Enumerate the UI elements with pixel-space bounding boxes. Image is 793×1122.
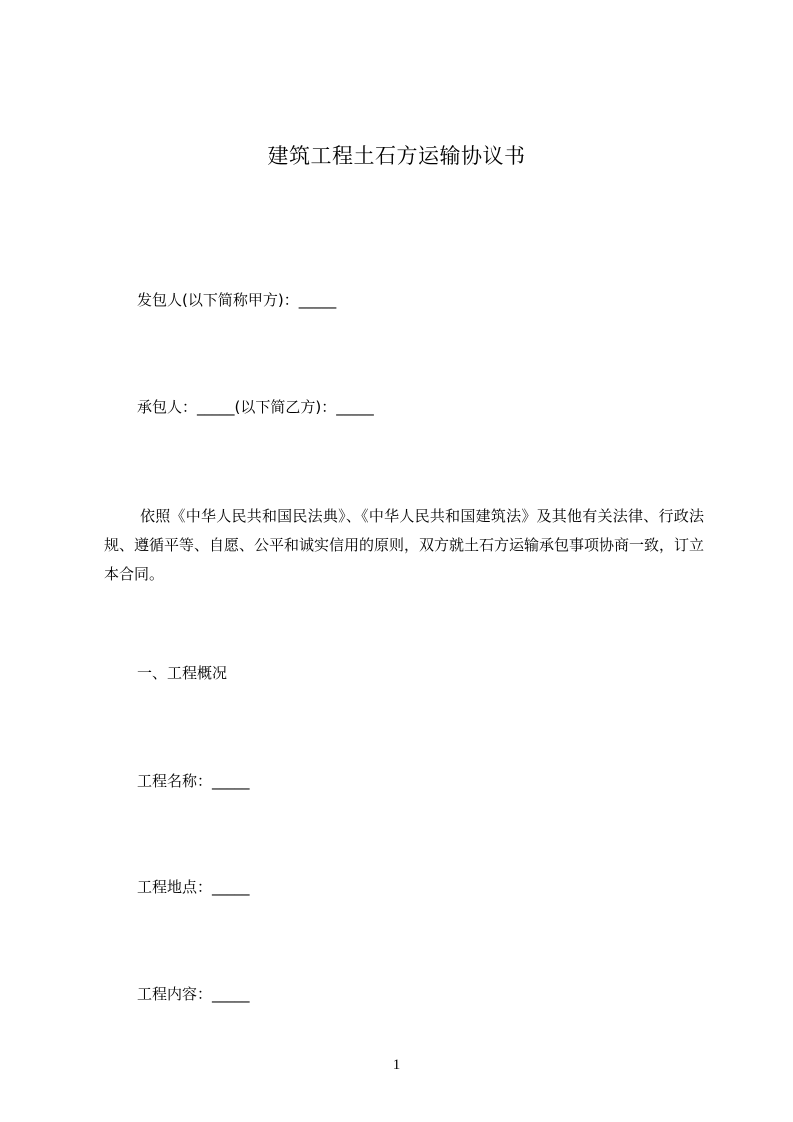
party-a-line: 发包人(以下简称甲方)：_____ — [137, 291, 337, 309]
party-b-line: 承包人：_____(以下简乙方)：_____ — [137, 398, 374, 416]
project-name-line: 工程名称：_____ — [137, 772, 250, 790]
project-content-line: 工程内容：_____ — [137, 985, 250, 1003]
preamble-paragraph: 依照《中华人民共和国民法典》、《中华人民共和国建筑法》及其他有关法律、行政法规、遵循平等、自愿、公平和诚实信用的原则，双方就土石方运输承包事项协商一致，订立本合同。 — [104, 507, 705, 583]
project-location-line: 工程地点：_____ — [137, 878, 250, 896]
section-heading-project-overview: 一、工程概况 — [137, 664, 228, 682]
document-title: 建筑工程土石方运输协议书 — [267, 144, 526, 168]
page-number: 1 — [392, 1057, 401, 1073]
